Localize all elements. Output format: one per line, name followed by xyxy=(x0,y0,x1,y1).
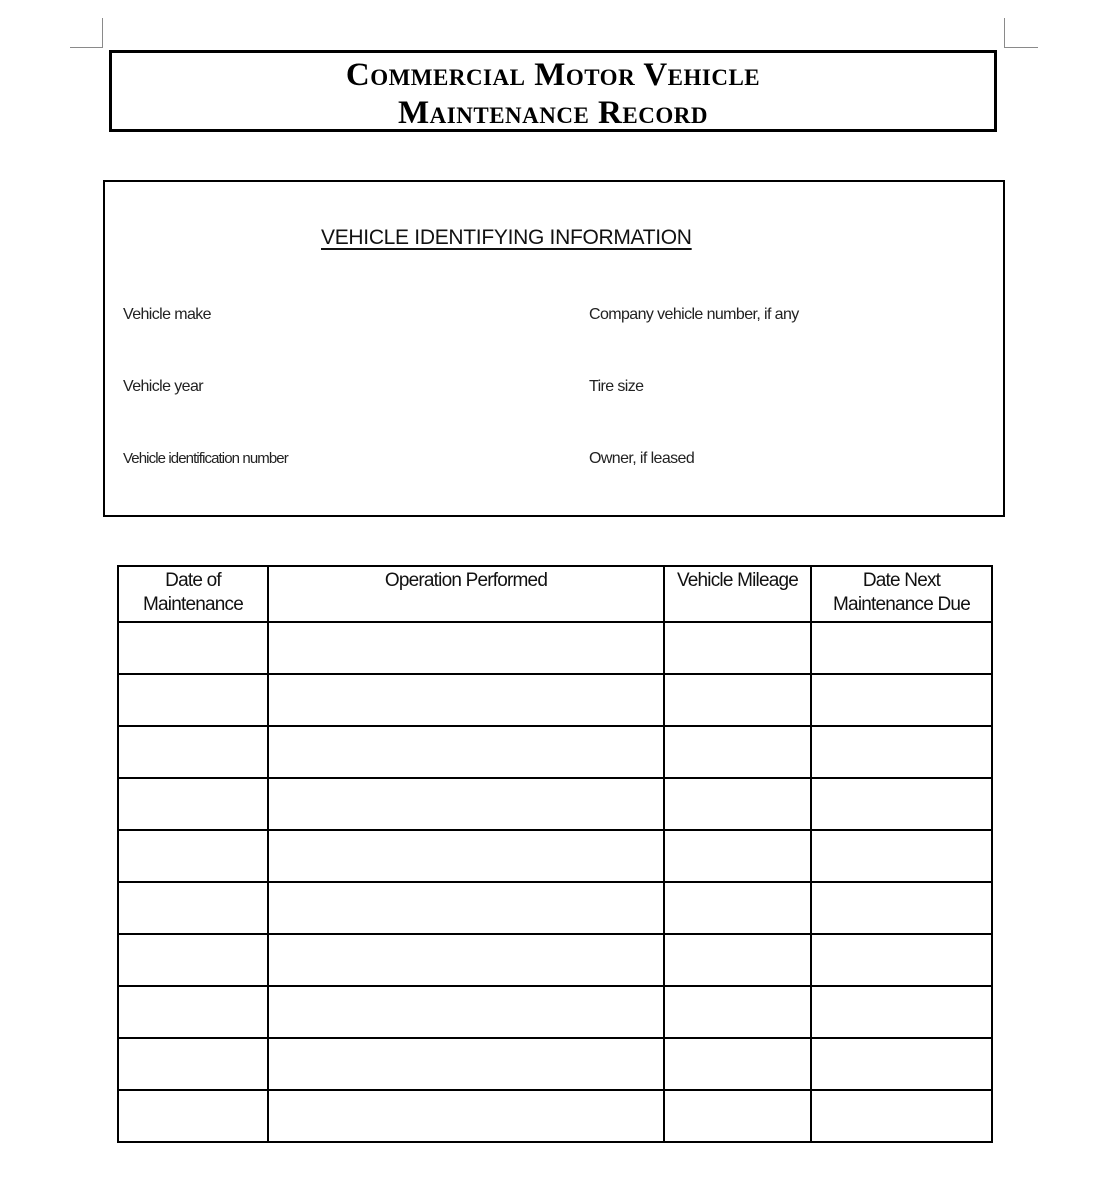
vehicle-identification-number-label: Vehicle identification number xyxy=(123,450,288,467)
table-cell[interactable] xyxy=(811,674,992,726)
table-cell[interactable] xyxy=(118,830,268,882)
table-cell[interactable] xyxy=(268,830,664,882)
table-row xyxy=(118,726,992,778)
table-cell[interactable] xyxy=(811,830,992,882)
table-cell[interactable] xyxy=(268,934,664,986)
table-cell[interactable] xyxy=(811,726,992,778)
table-cell[interactable] xyxy=(664,1038,811,1090)
table-cell[interactable] xyxy=(811,986,992,1038)
tire-size-label: Tire size xyxy=(589,378,644,395)
table-row xyxy=(118,778,992,830)
column-header-date-of-maintenance: Date of Maintenance xyxy=(118,566,268,622)
table-cell[interactable] xyxy=(268,674,664,726)
table-header-row xyxy=(118,566,992,622)
table-cell[interactable] xyxy=(268,986,664,1038)
table-cell[interactable] xyxy=(811,1090,992,1142)
column-header-operation-performed: Operation Performed xyxy=(268,566,664,622)
table-cell[interactable] xyxy=(664,934,811,986)
company-vehicle-number-label: Company vehicle number, if any xyxy=(589,306,799,323)
crop-mark-top-right-horizontal xyxy=(1004,47,1038,48)
vehicle-info-section xyxy=(103,180,1005,517)
table-cell[interactable] xyxy=(268,726,664,778)
vehicle-make-label: Vehicle make xyxy=(123,306,211,323)
table-cell[interactable] xyxy=(268,1038,664,1090)
table-cell[interactable] xyxy=(118,778,268,830)
table-cell[interactable] xyxy=(664,778,811,830)
table-cell[interactable] xyxy=(268,778,664,830)
table-cell[interactable] xyxy=(118,674,268,726)
document-title-box xyxy=(109,50,997,132)
table-cell[interactable] xyxy=(118,726,268,778)
table-cell[interactable] xyxy=(664,882,811,934)
table-cell[interactable] xyxy=(664,726,811,778)
table-cell[interactable] xyxy=(268,1090,664,1142)
table-row xyxy=(118,830,992,882)
table-cell[interactable] xyxy=(811,882,992,934)
document-title-line-2: Maintenance Record xyxy=(398,95,708,131)
table-cell[interactable] xyxy=(811,778,992,830)
vehicle-year-label: Vehicle year xyxy=(123,378,203,395)
table-row xyxy=(118,674,992,726)
table-cell[interactable] xyxy=(664,986,811,1038)
column-header-vehicle-mileage: Vehicle Mileage xyxy=(664,566,811,622)
table-row xyxy=(118,934,992,986)
vehicle-info-heading: VEHICLE IDENTIFYING INFORMATION xyxy=(321,226,692,249)
table-cell[interactable] xyxy=(118,1038,268,1090)
document-title-line-1: Commercial Motor Vehicle xyxy=(345,57,761,93)
maintenance-log-table xyxy=(117,565,993,1143)
table-cell[interactable] xyxy=(811,622,992,674)
table-cell[interactable] xyxy=(664,830,811,882)
table-cell[interactable] xyxy=(811,934,992,986)
table-row xyxy=(118,1090,992,1142)
table-cell[interactable] xyxy=(664,674,811,726)
table-row xyxy=(118,622,992,674)
table-cell[interactable] xyxy=(811,1038,992,1090)
crop-mark-top-left-horizontal xyxy=(70,47,103,48)
table-row xyxy=(118,882,992,934)
column-header-date-next-maintenance-due: Date Next Maintenance Due xyxy=(811,566,992,622)
table-cell[interactable] xyxy=(664,622,811,674)
owner-if-leased-label: Owner, if leased xyxy=(589,450,695,467)
table-cell[interactable] xyxy=(118,622,268,674)
table-cell[interactable] xyxy=(118,882,268,934)
crop-mark-top-left-vertical xyxy=(102,18,103,48)
crop-mark-top-right-vertical xyxy=(1004,18,1005,48)
table-cell[interactable] xyxy=(268,622,664,674)
table-row xyxy=(118,1038,992,1090)
table-cell[interactable] xyxy=(664,1090,811,1142)
table-cell[interactable] xyxy=(118,1090,268,1142)
table-cell[interactable] xyxy=(118,934,268,986)
table-row xyxy=(118,986,992,1038)
table-cell[interactable] xyxy=(268,882,664,934)
table-cell[interactable] xyxy=(118,986,268,1038)
